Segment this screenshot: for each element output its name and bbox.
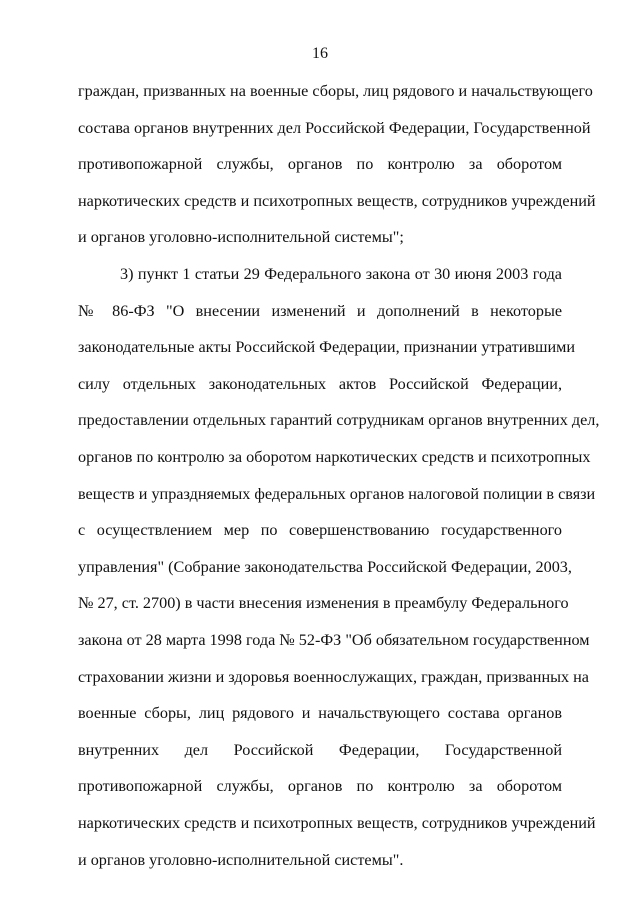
text-line: граждан, призванных на военные сборы, лиц рядового и начальствующего xyxy=(78,82,593,100)
text-line: с осуществлением мер по совершенствованию государственного xyxy=(78,521,562,540)
text-line: органов по контролю за оборотом наркотических средств и психотропных xyxy=(78,448,591,466)
text-line: № 86-ФЗ "О внесении изменений и дополнений в некоторые xyxy=(78,301,562,320)
page-number: 16 xyxy=(312,45,328,62)
text-line: и органов уголовно-исполнительной системы"; xyxy=(78,228,404,247)
text-line: наркотических средств и психотропных веществ, сотрудников учреждений xyxy=(78,191,596,210)
text-line: страховании жизни и здоровья военнослужащих, граждан, призванных на xyxy=(78,667,589,686)
text-line: военные сборы, лиц рядового и начальствующего состава органов xyxy=(78,704,562,723)
text-line: законодательные акты Российской Федерации, признании утратившими xyxy=(78,338,576,357)
text-line: наркотических средств и психотропных веществ, сотрудников учреждений xyxy=(78,814,596,832)
text-line: 3) пункт 1 статьи 29 Федерального закона от 30 июня 2003 года xyxy=(120,265,562,283)
text-line: управления" (Собрание законодательства Российской Федерации, 2003, xyxy=(78,557,572,576)
text-line: силу отдельных законодательных актов Российской Федерации, xyxy=(78,374,562,393)
text-line: внутренних дел Российской Федерации, Государственной xyxy=(78,740,562,759)
text-line: веществ и упраздняемых федеральных органов налоговой полиции в связи xyxy=(78,484,596,503)
text-line: состава органов внутренних дел Российской Федерации, Государственной xyxy=(78,118,591,137)
text-line: № 27, ст. 2700) в части внесения изменения в преамбулу Федерального xyxy=(78,594,569,613)
text-line: противопожарной службы, органов по контролю за оборотом xyxy=(78,777,562,796)
text-line: и органов уголовно-исполнительной системы". xyxy=(78,850,404,869)
text-line: предоставлении отдельных гарантий сотрудникам органов внутренних дел, xyxy=(78,411,600,430)
text-line: закона от 28 марта 1998 года № 52-ФЗ "Об обязательном государственном xyxy=(78,631,590,649)
text-line: противопожарной службы, органов по контролю за оборотом xyxy=(78,155,562,174)
